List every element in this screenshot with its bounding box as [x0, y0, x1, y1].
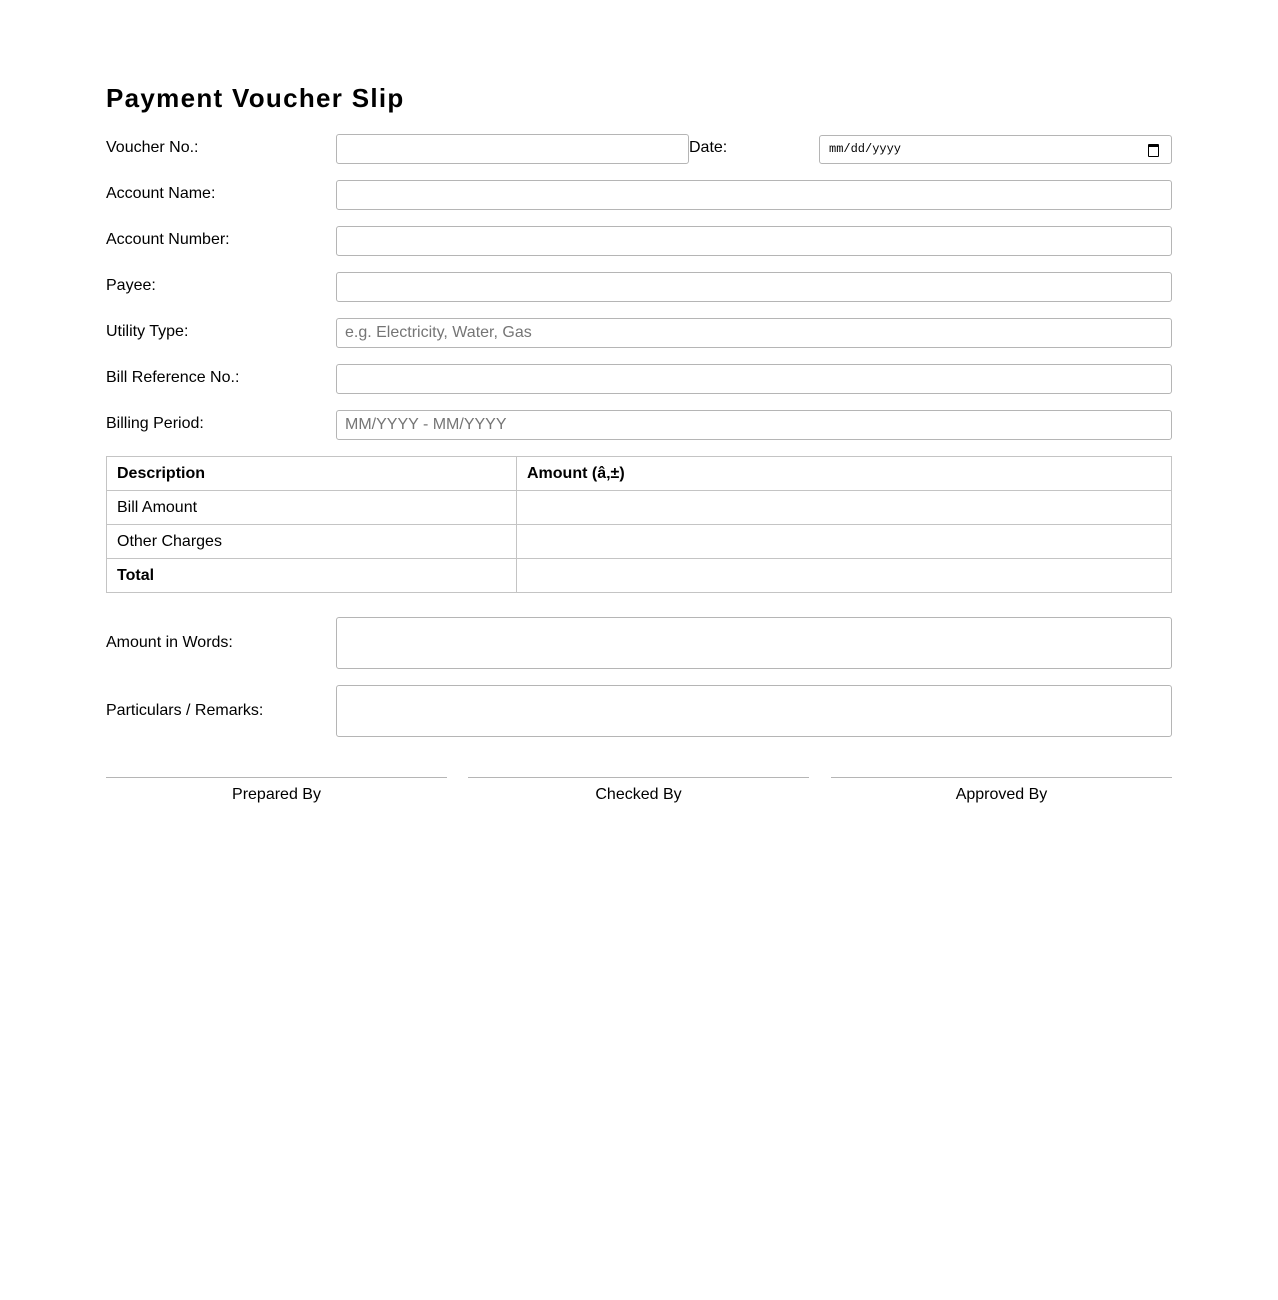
voucher-date-row	[106, 134, 1172, 164]
billing-period-input[interactable]	[336, 410, 1172, 440]
table-header-row	[107, 457, 1172, 491]
payee-row	[106, 272, 1172, 302]
table-row	[107, 491, 1172, 525]
amounts-table	[106, 456, 1172, 593]
account-number-input[interactable]	[336, 226, 1172, 256]
row-description: Total	[107, 559, 517, 593]
payee-label: Payee:	[106, 277, 156, 294]
row-amount[interactable]	[517, 491, 1172, 525]
billing-period-label: Billing Period:	[106, 415, 204, 432]
voucher-no-input[interactable]	[336, 134, 689, 164]
description-header: Description	[107, 457, 517, 491]
row-description: Other Charges	[107, 525, 517, 559]
payee-input[interactable]	[336, 272, 1172, 302]
account-number-label: Account Number:	[106, 231, 230, 248]
account-name-input[interactable]	[336, 180, 1172, 210]
remarks-row	[106, 685, 1172, 737]
signature-section	[106, 777, 1172, 817]
utility-type-input[interactable]	[336, 318, 1172, 348]
calendar-icon[interactable]	[1148, 144, 1159, 157]
amount-in-words-row	[106, 617, 1172, 669]
signature-checked-by: Checked By	[468, 777, 809, 804]
date-placeholder: mm/dd/yyyy	[829, 142, 902, 156]
date-input[interactable]	[819, 135, 1172, 164]
bill-reference-label: Bill Reference No.:	[106, 369, 240, 386]
account-name-row	[106, 180, 1172, 210]
bill-reference-input[interactable]	[336, 364, 1172, 394]
account-name-label: Account Name:	[106, 185, 216, 202]
voucher-form	[106, 80, 1172, 817]
remarks-label: Particulars / Remarks:	[106, 702, 264, 719]
row-amount[interactable]	[517, 525, 1172, 559]
date-label: Date:	[689, 139, 728, 156]
signature-approved-by: Approved By	[831, 777, 1172, 804]
table-row	[107, 525, 1172, 559]
account-number-row	[106, 226, 1172, 256]
signature-prepared-by: Prepared By	[106, 777, 447, 804]
row-description: Bill Amount	[107, 491, 517, 525]
bill-reference-row	[106, 364, 1172, 394]
utility-type-label: Utility Type:	[106, 323, 189, 340]
billing-period-row	[106, 410, 1172, 440]
amount-in-words-label: Amount in Words:	[106, 634, 233, 651]
amount-header: Amount (â‚±)	[517, 457, 1172, 491]
table-row-total	[107, 559, 1172, 593]
amount-in-words-input[interactable]	[336, 617, 1172, 669]
page-title: Payment Voucher Slip	[106, 83, 405, 113]
row-amount[interactable]	[517, 559, 1172, 593]
utility-type-row	[106, 318, 1172, 348]
voucher-no-label: Voucher No.:	[106, 139, 199, 156]
remarks-input[interactable]	[336, 685, 1172, 737]
